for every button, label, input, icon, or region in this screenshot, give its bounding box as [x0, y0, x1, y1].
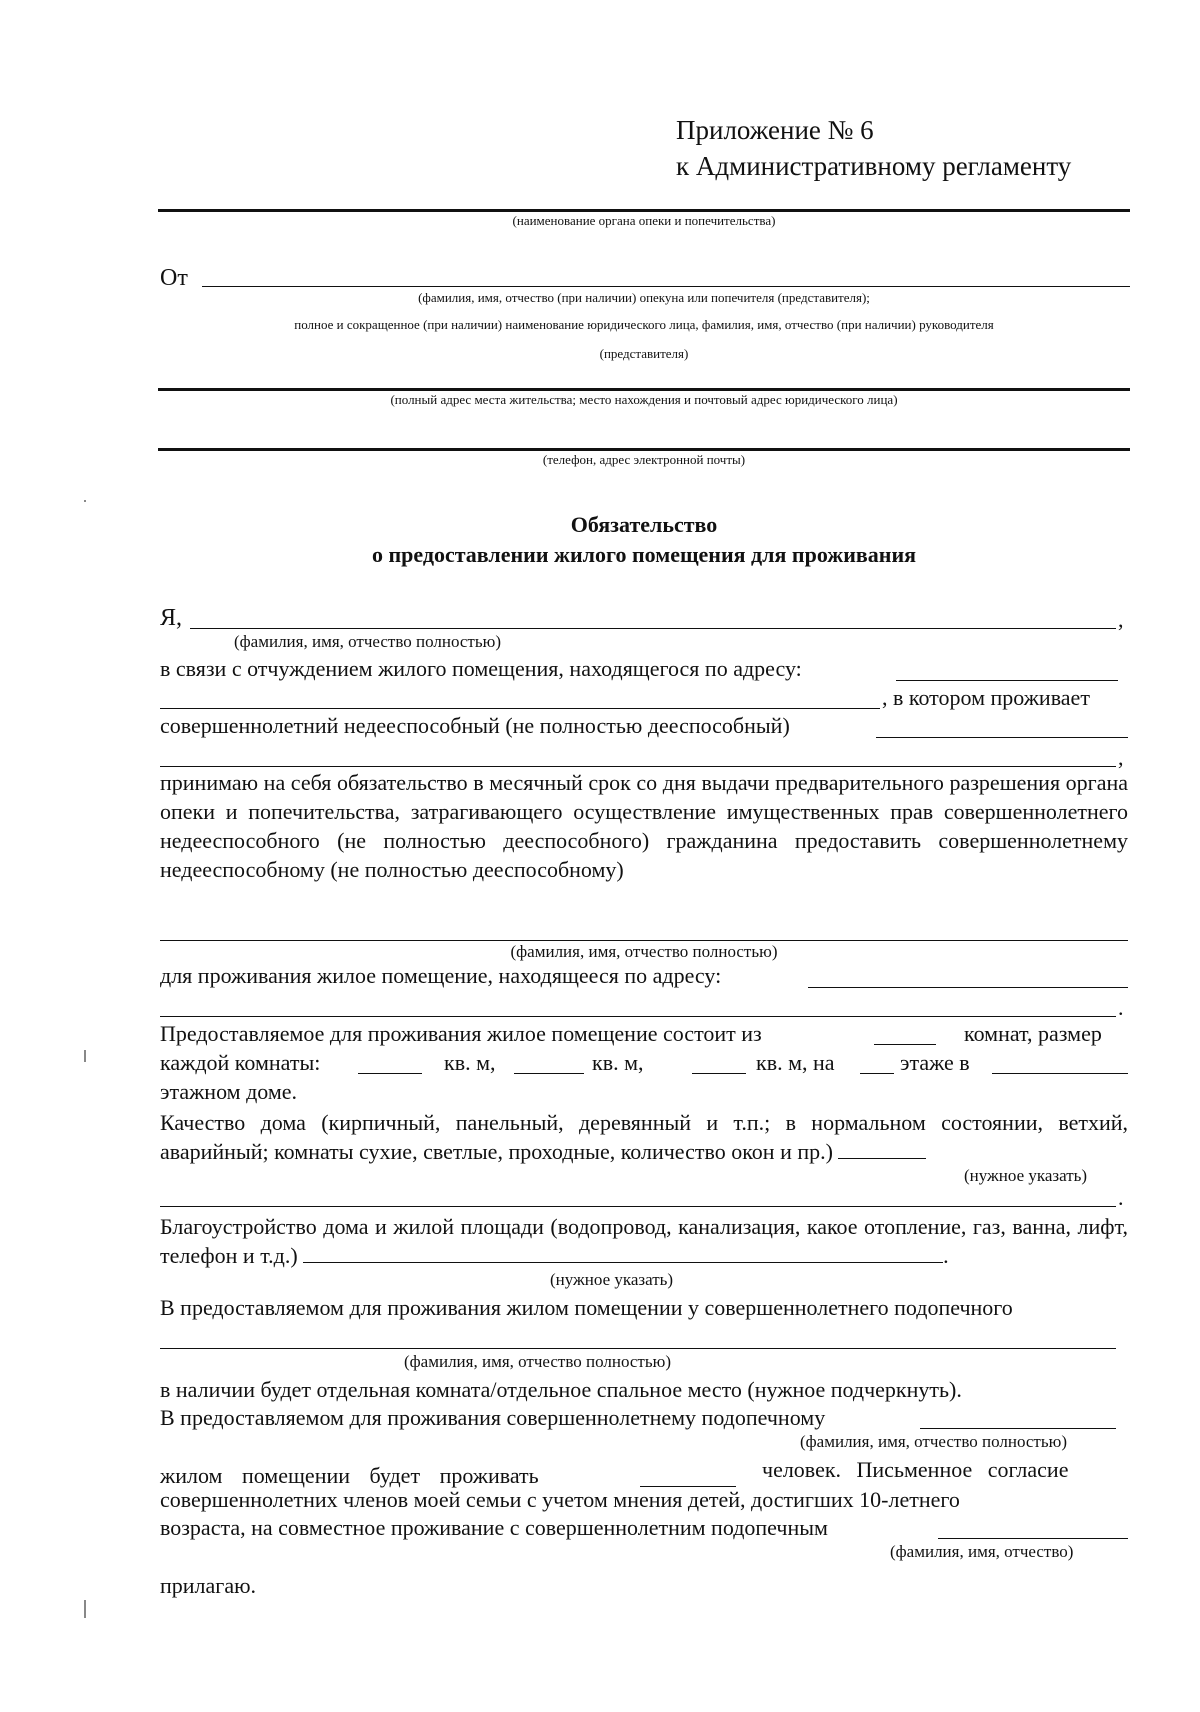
- for-living-address-field-1[interactable]: [808, 987, 1128, 988]
- joint-fio-field[interactable]: [938, 1538, 1128, 1539]
- quality-field[interactable]: [838, 1138, 926, 1159]
- alienation-text: в связи с отчуждением жилого помещения, находящегося по адресу:: [160, 656, 802, 681]
- scan-margin-mark: [84, 1050, 86, 1062]
- ward-room-fio-field[interactable]: [160, 1348, 1116, 1349]
- quality-text: Качество дома (кирпичный, панельный, деревянный и т.п.; в нормальном состоянии, ветхий, аварийный; комнаты сухие, светлые, проходные, количество окон и пр.): [160, 1110, 1128, 1164]
- from-label: От: [160, 265, 188, 291]
- alienation-address-field-1[interactable]: [896, 680, 1118, 681]
- persons-text-1: жилом помещении будет проживать: [160, 1463, 539, 1488]
- provided-ward-fio-field[interactable]: [920, 1428, 1116, 1429]
- quality-needed-caption: (нужное указать): [964, 1166, 1088, 1185]
- rooms-text-2: комнат, размер: [964, 1021, 1102, 1046]
- ward-fio-caption: (фамилия, имя, отчество полностью): [510, 942, 778, 961]
- ya-comma: ,: [1118, 607, 1124, 632]
- room3-size-field[interactable]: [692, 1073, 746, 1074]
- appendix-regulation: к Административному регламенту: [676, 151, 1072, 181]
- from-caption-1: (фамилия, имя, отчество (при наличии) опекуна или попечителя (представителя);: [418, 290, 870, 305]
- document-subtitle: о предоставлении жилого помещения для проживания: [371, 542, 917, 567]
- incapable-field-2[interactable]: [160, 766, 1116, 767]
- ya-label: Я,: [160, 605, 183, 631]
- lives-text: , в котором проживает: [882, 685, 1090, 710]
- phone-caption: (телефон, адрес электронной почты): [542, 452, 746, 467]
- obligation-paragraph: принимаю на себя обязательство в месячный срок со дня выдачи предварительного разрешения органа опеки и попечительства, затрагивающего осуществление имущественных прав совершеннолетнего недееспособного (не полностью дееспособного) гражданина предоставить совершеннолетнему недееспособному (не полностью дееспособному): [160, 770, 1128, 882]
- rooms-text-3: каждой комнаты:: [160, 1050, 321, 1075]
- quality-period: .: [1118, 1185, 1124, 1210]
- sqm-3: кв. м, на: [756, 1050, 835, 1075]
- amenities-needed-caption: (нужное указать): [550, 1270, 674, 1289]
- room2-size-field[interactable]: [514, 1073, 584, 1074]
- provided-ward-text: В предоставляемом для проживания совершеннолетнему подопечному: [160, 1405, 826, 1430]
- rooms-count-field[interactable]: [874, 1044, 936, 1045]
- rooms-text-1: Предоставляемое для проживания жилое помещение состоит из: [160, 1021, 762, 1046]
- amenities-period: .: [943, 1243, 949, 1268]
- room1-size-field[interactable]: [358, 1073, 422, 1074]
- ward-room-text: В предоставляемом для проживания жилом помещении у совершеннолетнего подопечного: [160, 1295, 1013, 1320]
- floor-house-text: этажном доме.: [160, 1079, 298, 1104]
- floor-text: этаже в: [900, 1050, 970, 1075]
- amenities-paragraph: [160, 1212, 1128, 1270]
- appendix-number: Приложение № 6: [676, 115, 874, 145]
- incapable-comma: ,: [1118, 745, 1124, 770]
- attach-text: прилагаю.: [160, 1573, 257, 1598]
- consent-text: совершеннолетних членов моей семьи с учетом мнения детей, достигших 10-летнего: [160, 1487, 960, 1512]
- joint-text: возраста, на совместное проживание с совершеннолетним подопечным: [160, 1515, 828, 1540]
- ya-fio-caption: (фамилия, имя, отчество полностью): [234, 632, 501, 651]
- alienation-address-field-2[interactable]: [160, 708, 880, 709]
- sqm-1: кв. м,: [444, 1050, 496, 1075]
- amenities-text: Благоустройство дома и жилой площади (водопровод, канализация, какое отопление, газ, ванна, лифт, телефон и т.д.): [160, 1214, 1128, 1268]
- address-field-line[interactable]: [158, 388, 1130, 391]
- scan-margin-mark: [84, 500, 86, 502]
- for-living-address-field-2[interactable]: [160, 1016, 1116, 1017]
- scan-margin-mark: [84, 1600, 86, 1618]
- persons-text-2: человек. Письменное согласие: [762, 1457, 1069, 1482]
- sqm-2: кв. м,: [592, 1050, 644, 1075]
- ward-room-fio-caption: (фамилия, имя, отчество полностью): [404, 1352, 671, 1371]
- incapable-text: совершеннолетний недееспособный (не полностью дееспособный): [160, 713, 790, 738]
- from-field-line[interactable]: [202, 286, 1130, 287]
- amenities-field[interactable]: [303, 1242, 943, 1263]
- for-living-text: для проживания жилое помещение, находящееся по адресу:: [160, 963, 722, 988]
- document-title: Обязательство: [570, 512, 718, 537]
- address-caption: (полный адрес места жительства; место нахождения и почтовый адрес юридического лица): [390, 392, 898, 407]
- quality-field-2[interactable]: [160, 1206, 1116, 1207]
- joint-fio-caption: (фамилия, имя, отчество): [890, 1542, 1074, 1561]
- floor-field[interactable]: [860, 1073, 894, 1074]
- from-caption-2: полное и сокращенное (при наличии) наименование юридического лица, фамилия, имя, отчество (при наличии) руководителя: [294, 317, 994, 332]
- organ-caption: (наименование органа опеки и попечительства): [512, 213, 776, 228]
- quality-paragraph: [160, 1108, 1128, 1166]
- organ-field-line[interactable]: [158, 209, 1130, 212]
- provided-ward-fio-caption: (фамилия, имя, отчество полностью): [800, 1432, 1067, 1451]
- ward-fio-field[interactable]: [160, 940, 1128, 941]
- appendix-header: [676, 112, 1071, 184]
- incapable-field-1[interactable]: [876, 737, 1128, 738]
- phone-field-line[interactable]: [158, 448, 1130, 451]
- from-caption-3: (представителя): [599, 346, 689, 361]
- for-living-period: .: [1118, 995, 1124, 1020]
- ya-fio-field[interactable]: [190, 628, 1116, 629]
- floors-count-field[interactable]: [992, 1073, 1128, 1074]
- separate-text: в наличии будет отдельная комната/отдельное спальное место (нужное подчеркнуть).: [160, 1377, 962, 1402]
